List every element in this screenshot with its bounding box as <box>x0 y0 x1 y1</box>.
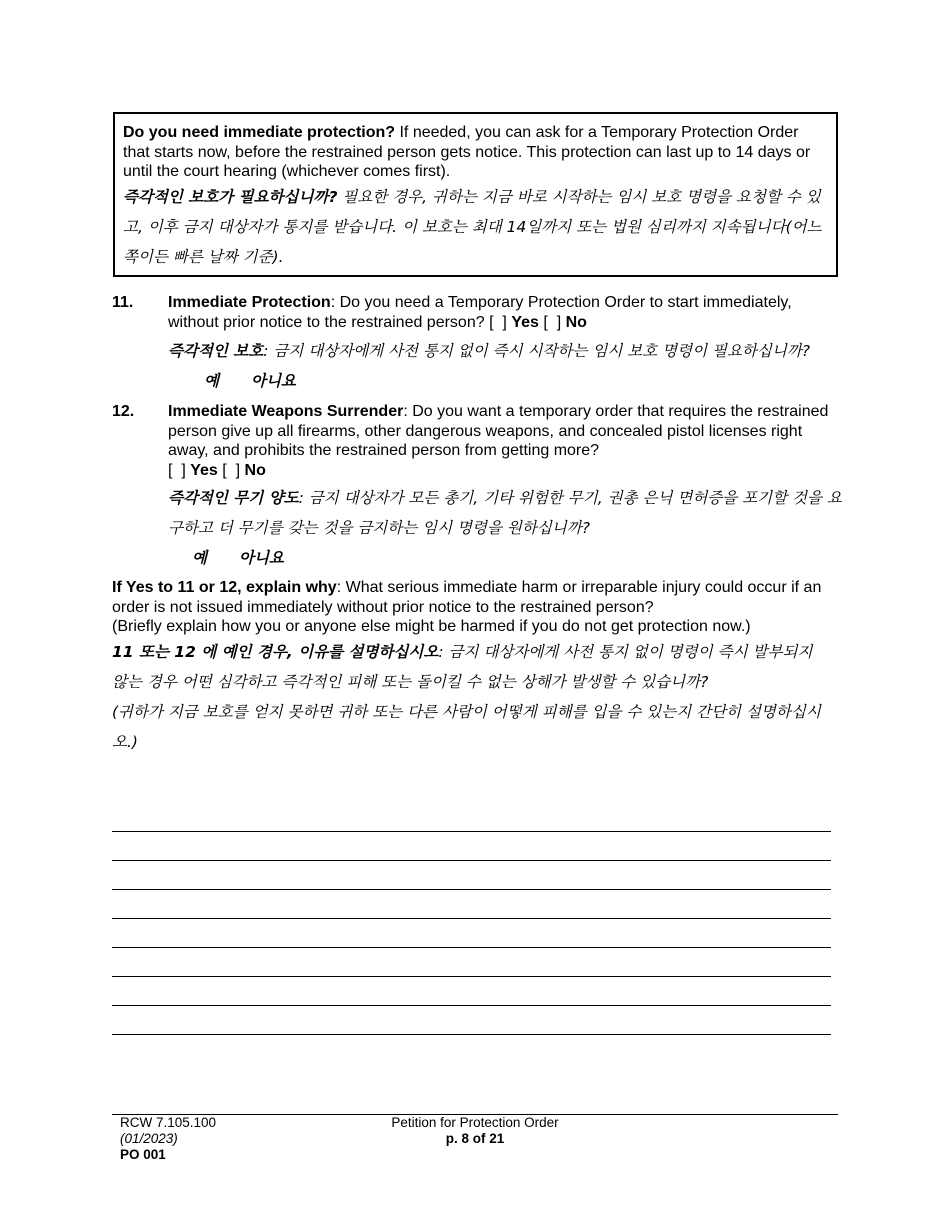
item-12-korean <box>168 483 842 543</box>
footer-rcw: RCW 7.105.100 <box>120 1115 217 1130</box>
item-12-number: 12. <box>112 403 135 420</box>
item-12 <box>112 402 842 573</box>
intro-english <box>123 123 827 182</box>
item-11-ko-no: 아니요 <box>250 372 296 390</box>
item-11-ko-yes: 예 <box>204 372 219 390</box>
item-12-yes-label: Yes <box>190 461 218 479</box>
item-11-no-label: No <box>565 313 587 331</box>
answer-line[interactable] <box>112 947 831 948</box>
footer-center <box>330 1115 620 1147</box>
answer-line[interactable] <box>112 976 831 977</box>
item-12-english <box>168 402 842 461</box>
item-12-text: : Do you want a temporary order that requires the restrained person give up all firearms, other dangerous weapons, and concealed pistol licenses right away, and prohibits the restrained person from getting more? <box>168 403 829 459</box>
footer-page: p. 8 of 21 <box>445 1131 505 1146</box>
item-11-yes-label: Yes <box>511 313 539 331</box>
item-11-no-checkbox[interactable]: [ ] <box>543 313 562 331</box>
item-11-yes-checkbox[interactable]: [ ] <box>489 313 507 331</box>
answer-line[interactable] <box>112 1005 831 1006</box>
item-11-english <box>168 293 842 332</box>
item-11-title: Immediate Protection <box>168 294 331 311</box>
item-12-ko-options <box>192 543 842 573</box>
answer-line[interactable] <box>112 831 831 832</box>
intro-text: If needed, you can ask for a Temporary Protection Order that starts now, before the restrained person gets notice. This protection can last up to 14 days or until the court hearing (whichever comes first). <box>123 124 811 180</box>
item-12-options <box>168 461 842 481</box>
item-11-text: : Do you need a Temporary Protection Order to start immediately, without prior notice to the restrained person? <box>168 294 792 331</box>
explain-ko-text: : 금지 대상자에게 사전 통지 없이 명령이 즉시 발부되지 않는 경우 어떤 심각하고 즉각적인 피해 또는 돌이킬 수 없는 상해가 발생할 수 있습니까? <box>112 642 813 691</box>
item-12-yes-checkbox[interactable]: [ ] <box>168 461 186 479</box>
intro-ko-text: 필요한 경우, 귀하는 지금 바로 시작하는 임시 보호 명령을 요청할 수 있고, 이후 금지 대상자가 통지를 받습니다. 이 보호는 최대 14일까지 또는 법원 심리까지 지속됩니다(어느 쪽이든 빠른 날짜 기준). <box>123 187 822 266</box>
item-11-number: 11. <box>112 294 134 311</box>
immediate-protection-box <box>113 112 838 277</box>
item-11 <box>112 293 842 396</box>
explain-note: (Briefly explain how you or anyone else might be harmed if you do not get protection now.) <box>112 618 751 635</box>
item-12-no-label: No <box>244 461 266 479</box>
footer-left <box>120 1115 216 1163</box>
explain-ko-note: (귀하가 지금 보호를 얻지 못하면 귀하 또는 다른 사람이 어떻게 피해를 입을 수 있는지 간단히 설명하십시오.) <box>112 702 821 751</box>
item-12-ko-no: 아니요 <box>238 549 284 567</box>
item-12-ko-title: 즉각적인 무기 양도 <box>168 489 299 507</box>
intro-korean <box>123 182 827 272</box>
intro-question: Do you need immediate protection? <box>123 124 396 141</box>
explain-section <box>112 578 842 757</box>
explain-title: If Yes to 11 or 12, explain why <box>112 579 337 596</box>
item-11-korean <box>168 336 842 396</box>
explain-korean <box>112 637 822 697</box>
answer-line[interactable] <box>112 1034 831 1035</box>
item-12-ko-text: : 금지 대상자가 모든 총기, 기타 위험한 무기, 권총 은닉 면허증을 포기할 것을 요구하고 더 무기를 갖는 것을 금지하는 임시 명령을 원하십니까? <box>168 489 842 537</box>
item-12-no-checkbox[interactable]: [ ] <box>222 461 241 479</box>
explain-english <box>112 578 842 617</box>
explain-text: : What serious immediate harm or irreparable injury could occur if an order is not issued immediately without prior notice to the restrained person? <box>112 579 822 616</box>
item-12-ko-yes: 예 <box>192 549 207 567</box>
footer-title: Petition for Protection Order <box>391 1115 559 1130</box>
item-11-ko-title: 즉각적인 보호 <box>168 342 264 360</box>
answer-line[interactable] <box>112 918 831 919</box>
explain-ko-title: 11 또는 12 에 예인 경우, 이유를 설명하십시오 <box>112 642 439 661</box>
intro-ko-question: 즉각적인 보호가 필요하십니까? <box>123 187 338 206</box>
answer-line[interactable] <box>112 889 831 890</box>
footer-date: (01/2023) <box>120 1131 178 1146</box>
item-12-title: Immediate Weapons Surrender <box>168 403 404 420</box>
item-11-ko-text: : 금지 대상자에게 사전 통지 없이 즉시 시작하는 임시 보호 명령이 필요하십니까? <box>263 342 811 360</box>
footer-form-number: PO 001 <box>120 1147 166 1162</box>
answer-line[interactable] <box>112 860 831 861</box>
